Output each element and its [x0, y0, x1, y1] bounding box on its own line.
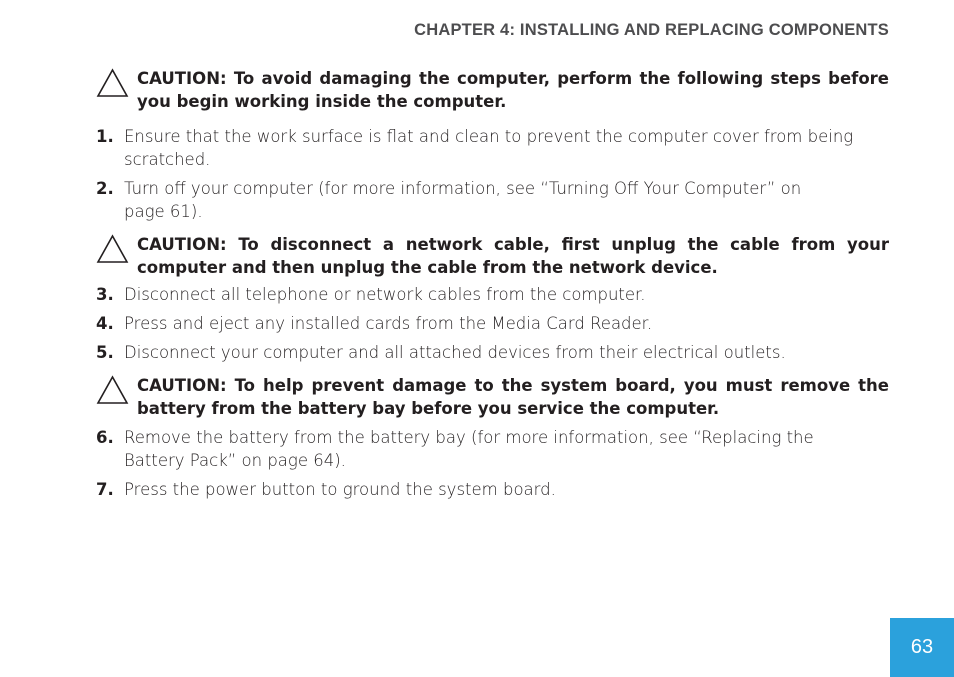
step-number: 5.	[96, 343, 114, 362]
step-text: Disconnect your computer and all attached devices from their electrical outlets.	[124, 343, 786, 362]
caution-triangle-icon	[96, 234, 129, 264]
list-item	[96, 341, 889, 364]
list-item	[96, 312, 889, 335]
step-number: 2.	[96, 179, 114, 198]
caution-text: CAUTION: To disconnect a network cable, first unplug the cable from your computer and then unplug the cable from the network device.	[137, 235, 889, 277]
step-text: Press and eject any installed cards from the Media Card Reader.	[124, 314, 653, 333]
step-number: 7.	[96, 480, 114, 499]
caution-text: CAUTION: To help prevent damage to the system board, you must remove the battery from the battery bay before you service the computer.	[137, 376, 889, 418]
page-number: 63	[910, 636, 934, 658]
caution-text: CAUTION: To avoid damaging the computer, perform the following steps before you begin working inside the computer.	[137, 69, 889, 111]
list-item	[96, 478, 889, 501]
list-item	[96, 283, 889, 306]
step-number: 3.	[96, 285, 114, 304]
page-number-badge	[890, 618, 954, 677]
step-number: 4.	[96, 314, 114, 333]
caution-triangle-icon	[96, 68, 129, 98]
list-item	[96, 426, 856, 472]
chapter-header: CHAPTER 4: INSTALLING AND REPLACING COMPONENTS	[414, 21, 889, 39]
caution-block	[96, 233, 889, 279]
step-number: 1.	[96, 127, 114, 146]
caution-triangle-icon	[96, 375, 129, 405]
list-item	[96, 125, 889, 171]
caution-block	[96, 374, 889, 420]
step-text: Ensure that the work surface is flat and clean to prevent the computer cover from being scratched.	[124, 127, 854, 169]
caution-block	[96, 67, 889, 113]
step-text: Disconnect all telephone or network cables from the computer.	[124, 285, 646, 304]
step-text: Turn off your computer (for more information, see “Turning Off Your Computer” on page 61).	[124, 179, 802, 221]
list-item	[96, 177, 826, 223]
step-text: Remove the battery from the battery bay (for more information, see “Replacing the Battery Pack” on page 64).	[124, 428, 814, 470]
step-number: 6.	[96, 428, 114, 447]
step-text: Press the power button to ground the system board.	[124, 480, 556, 499]
